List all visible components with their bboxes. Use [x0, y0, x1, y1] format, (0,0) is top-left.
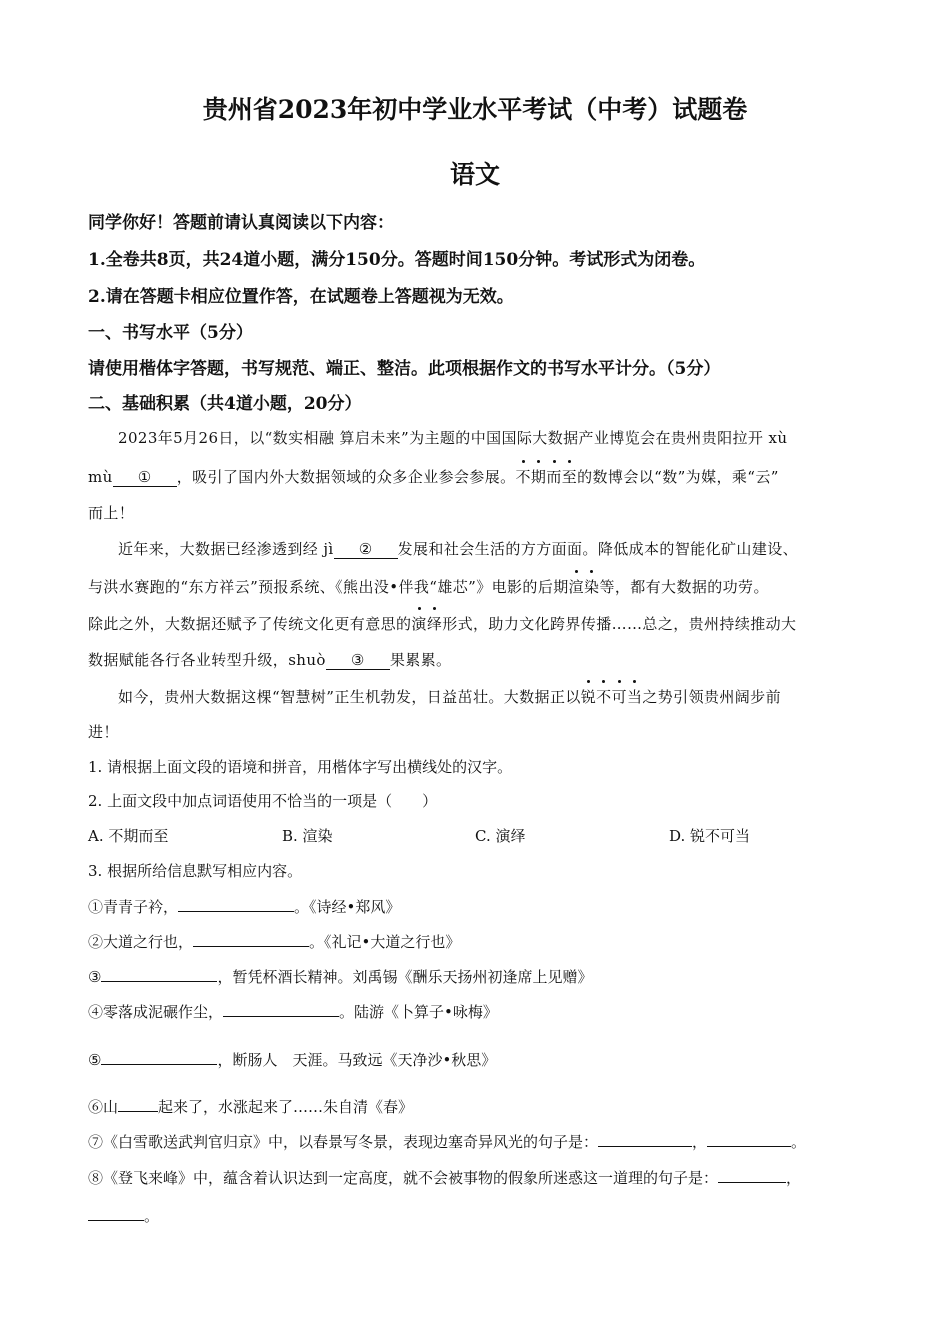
- text: 形式，助力文化跨界传播……总之，贵州持续推动大: [442, 615, 797, 633]
- answer-line: [118, 1111, 158, 1112]
- passage-line: 2023年5月26日，以“数实相融 算启未来”为主题的中国国际大数据产业博览会在贵州贵阳拉开 xù: [118, 429, 788, 447]
- answer-line: [101, 1064, 217, 1065]
- answer-line: [178, 911, 294, 912]
- passage-line: [118, 538, 798, 559]
- passage-line: 进！: [88, 723, 119, 741]
- dotted-word: [581, 688, 643, 706]
- option-d: D. 锐不可当: [669, 827, 751, 845]
- passage-line: [118, 686, 781, 707]
- passage-line: 而上！: [88, 504, 135, 522]
- passage-line: [88, 466, 779, 487]
- answer-line: [193, 946, 309, 947]
- dotted-char: 不: [596, 688, 612, 706]
- recite-item-2: ②大道之行也， 。《礼记•大道之行也》: [88, 933, 461, 951]
- subject-title: 语文: [449, 160, 500, 189]
- text: 果累累。: [389, 651, 452, 669]
- answer-line: [718, 1182, 786, 1183]
- exam-title: 贵州省2023年初中学业水平考试（中考）试题卷: [202, 95, 748, 124]
- dotted-char: 染: [584, 578, 600, 596]
- note-2: 2.请在答题卡相应位置作答，在试题卷上答题视为无效。: [88, 287, 514, 307]
- note-1: 1.全卷共8页，共24道小题，满分150分。答题时间150分钟。考试形式为闭卷。: [88, 250, 706, 270]
- dotted-char: 可: [611, 688, 627, 706]
- option-c: C. 演绎: [475, 827, 526, 845]
- text: 之势引领贵州阔步前: [642, 688, 781, 706]
- fill-blank-3: ③: [326, 652, 390, 670]
- fill-blank-2: ②: [334, 541, 398, 559]
- answer-line: [101, 981, 217, 982]
- passage-line: [88, 613, 796, 634]
- answer-line: [223, 1016, 339, 1017]
- question-3: 3. 根据所给信息默写相应内容。: [88, 862, 303, 880]
- section1-text: 请使用楷体字答题，书写规范、端正、整洁。此项根据作文的书写水平计分。（5分）: [88, 359, 721, 379]
- section1-heading: 一、书写水平（5分）: [88, 323, 253, 343]
- recite-item-8-cont: 。: [88, 1205, 159, 1226]
- dotted-word: [516, 468, 578, 486]
- text: 如今，贵州大数据这棵“智慧树”正生机勃发，日益茁壮。大数据正以: [118, 688, 581, 706]
- text: 数据赋能各行各业转型升级，shuò: [88, 651, 326, 669]
- question-2: 2. 上面文段中加点词语使用不恰当的一项是（ ）: [88, 792, 438, 810]
- section2-heading: 二、基础积累（共4道小题，20分）: [88, 394, 362, 414]
- answer-line: [598, 1146, 692, 1147]
- dotted-char: 而: [546, 468, 562, 486]
- dotted-char: 锐: [580, 688, 597, 706]
- recite-item-1: ①青青子衿， 。《诗经•郑风》: [88, 898, 401, 916]
- pinyin: mù: [88, 468, 113, 486]
- recite-item-7: ⑦《白雪歌送武判官归京》中，以春景写冬景，表现边塞奇异风光的句子是： ， 。: [88, 1133, 807, 1151]
- text: ，吸引了国内外大数据领域的众多企业参会参展。: [176, 468, 516, 486]
- recite-item-4: ④零落成泥碾作尘， 。陆游《卜算子•咏梅》: [88, 1003, 498, 1021]
- answer-line: [707, 1146, 791, 1147]
- recite-item-8: ⑧《登飞来峰》中，蕴含着认识达到一定高度，就不会被事物的假象所迷惑这一道理的句子是： ，: [88, 1169, 802, 1187]
- dotted-char: 至: [561, 468, 578, 486]
- passage-line: [88, 649, 451, 670]
- text: 近年来，大数据已经渗透到经 jì: [118, 540, 334, 558]
- text: 的数博会以“数”为媒，乘“云”: [577, 468, 779, 486]
- intro-line: 同学你好！答题前请认真阅读以下内容：: [88, 213, 394, 233]
- text: 等，都有大数据的功劳。: [599, 578, 769, 596]
- recite-item-6: ⑥山 起来了，水涨起来了……朱自清《春》: [88, 1098, 414, 1116]
- text: 发展和社会生活的方方面面。降低成本的智能化矿山建设、: [397, 540, 799, 558]
- dotted-char: 不: [515, 468, 531, 486]
- question-1: 1. 请根据上面文段的语境和拼音，用楷体字写出横线处的汉字。: [88, 758, 513, 776]
- answer-line: [88, 1220, 144, 1221]
- dotted-char: 渲: [568, 578, 585, 596]
- dotted-word: [569, 578, 600, 596]
- fill-blank-1: ①: [113, 469, 177, 487]
- recite-item-5: ⑤ ，断肠人 天涯。马致远《天净沙•秋思》: [88, 1051, 497, 1069]
- option-b: B. 渲染: [282, 827, 333, 845]
- recite-item-3: ③ ，暂凭杯酒长精神。刘禹锡《酬乐天扬州初逢席上见赠》: [88, 968, 593, 986]
- dotted-char: 期: [530, 468, 547, 486]
- dotted-char: 演: [411, 615, 427, 633]
- option-a: A. 不期而至: [88, 827, 169, 845]
- dotted-char: 绎: [426, 615, 443, 633]
- passage-line: [88, 576, 769, 597]
- text: 除此之外，大数据还赋予了传统文化更有意思的: [88, 615, 412, 633]
- dotted-char: 当: [626, 688, 643, 706]
- dotted-word: [411, 615, 442, 633]
- text: 与洪水赛跑的“东方祥云”预报系统、《熊出没•伴我“雄芯”》电影的后期: [88, 578, 569, 596]
